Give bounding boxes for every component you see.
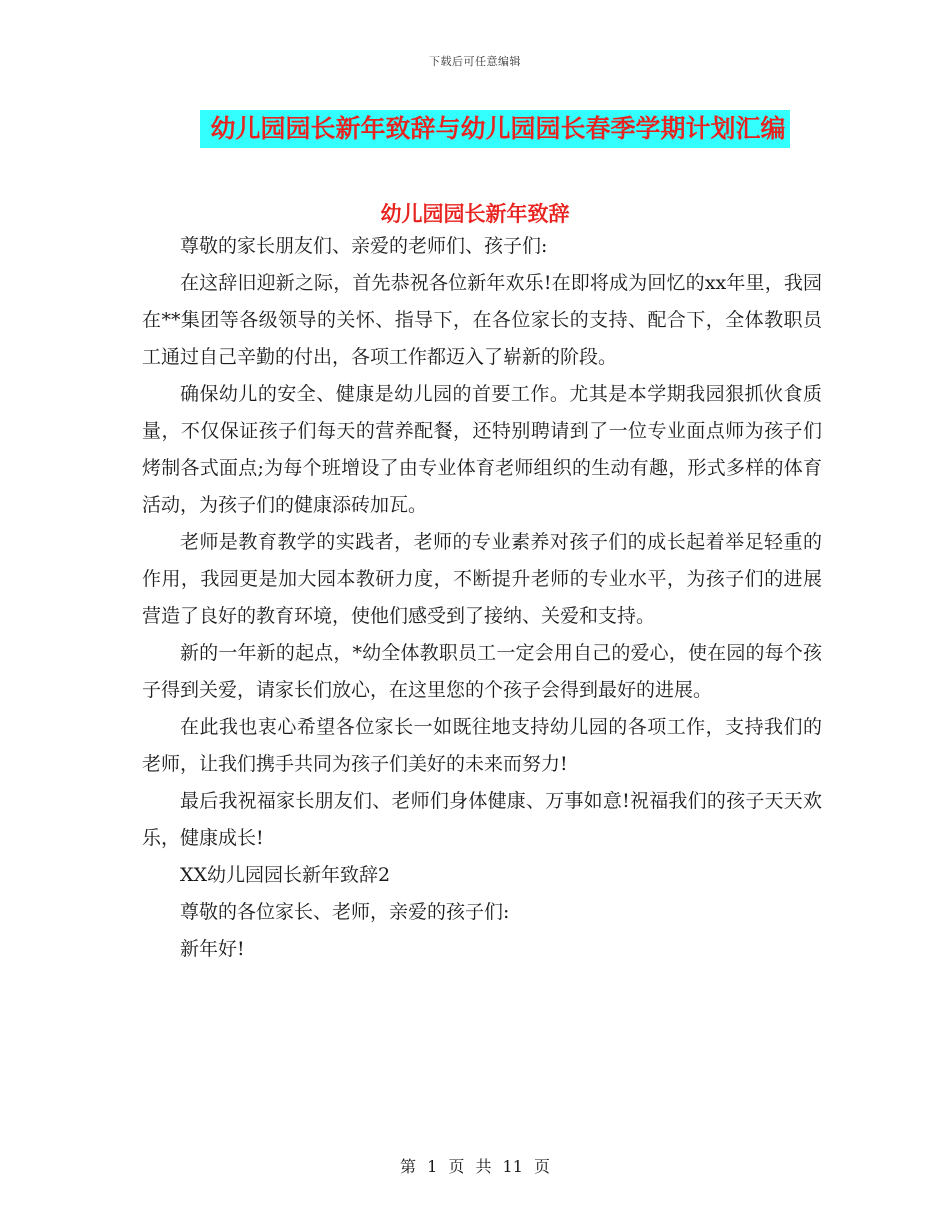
document-title: 幼儿园园长新年致辞与幼儿园园长春季学期计划汇编 <box>200 110 789 148</box>
document-title-container <box>0 110 950 148</box>
paragraph: 最后我祝福家长朋友们、老师们身体健康、万事如意!祝福我们的孩子天天欢乐，健康成长! <box>142 790 822 849</box>
paragraph: 老师是教育教学的实践者，老师的专业素养对孩子们的成长起着举足轻重的作用，我园更是加大园本教研力度，不断提升老师的专业水平，为孩子们的进展营造了良好的教育环境，使他们感受到了接纳、关爱和支持。 <box>142 531 822 627</box>
header-note: 下载后可任意编辑 <box>429 55 521 68</box>
paragraph: 新年好! <box>180 938 245 960</box>
paragraph: 确保幼儿的安全、健康是幼儿园的首要工作。尤其是本学期我园狠抓伙食质量，不仅保证孩子们每天的营养配餐，还特别聘请到了一位专业面点师为孩子们烤制各式面点;为每个班增设了由专业体育老师组织的生动有趣，形式多样的体育活动，为孩子们的健康添砖加瓦。 <box>142 383 822 516</box>
section-title: 幼儿园园长新年致辞 <box>380 202 570 226</box>
paragraph-salutation: 尊敬的各位家长、老师，亲爱的孩子们: <box>180 901 510 923</box>
paragraph: 在此我也衷心希望各位家长一如既往地支持幼儿园的各项工作，支持我们的老师，让我们携手共同为孩子们美好的未来而努力! <box>142 716 822 775</box>
page-footer: 第 1 页 共 11 页 <box>400 1157 550 1176</box>
paragraph: 新的一年新的起点，*幼全体教职员工一定会用自己的爱心，使在园的每个孩子得到关爱，请家长们放心，在这里您的个孩子会得到最好的进展。 <box>142 642 822 701</box>
paragraph-salutation: 尊敬的家长朋友们、亲爱的老师们、孩子们: <box>180 235 548 257</box>
subheading: XX幼儿园园长新年致辞2 <box>180 864 391 886</box>
paragraph: 在这辞旧迎新之际，首先恭祝各位新年欢乐!在即将成为回忆的xx年里，我园在**集团等各级领导的关怀、指导下，在各位家长的支持、配合下，全体教职员工通过自己辛勤的付出，各项工作都迈入了崭新的阶段。 <box>142 272 822 368</box>
document-body <box>142 228 822 968</box>
